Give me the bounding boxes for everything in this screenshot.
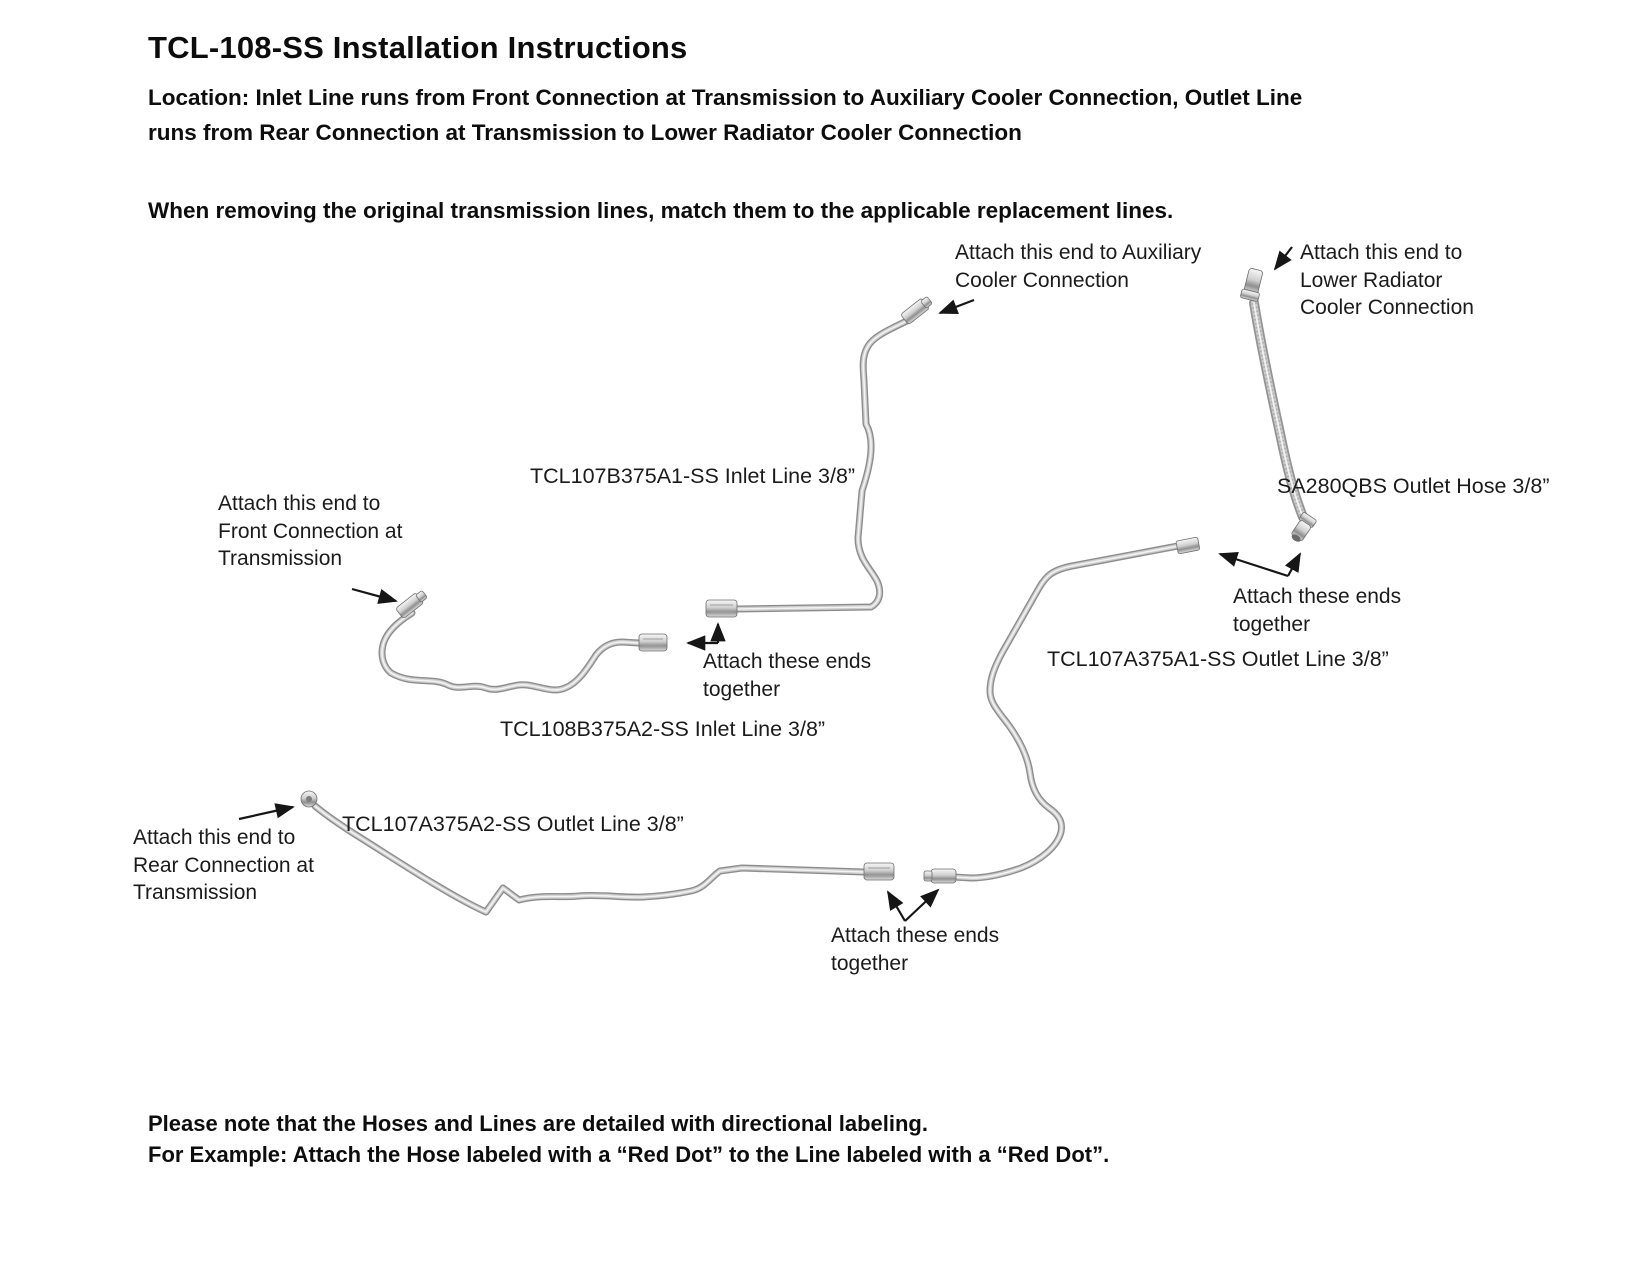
inlet-line-1-photo <box>706 295 934 617</box>
location-note-line2: runs from Rear Connection at Transmission to Lower Radiator Cooler Connection <box>148 120 1022 145</box>
callout-rear-transmission <box>133 824 314 907</box>
part-label-outlet-hose: SA280QBS Outlet Hose 3/8” <box>1277 474 1550 498</box>
outlet-line-1-bottom-fitting <box>924 869 956 883</box>
page-title: TCL-108-SS Installation Instructions <box>148 30 688 65</box>
part-label-inlet-line-2: TCL108B375A2-SS Inlet Line 3/8” <box>500 717 826 741</box>
arrow-join-hose-right <box>1288 554 1300 576</box>
callout-line: Attach these ends <box>831 924 1000 947</box>
callout-aux-cooler <box>955 239 1201 294</box>
arrow-join-outlet-left <box>888 892 905 921</box>
callout-line: together <box>703 677 781 701</box>
callout-line: Attach this end to <box>133 826 296 849</box>
callout-join-inlet-lines <box>703 648 871 703</box>
directional-labeling-note-line1: Please note that the Hoses and Lines are detailed with directional labeling. <box>148 1111 928 1136</box>
arrow-aux-cooler <box>940 300 974 313</box>
callout-join-outlet-hose <box>1233 583 1401 638</box>
callout-line: Rear Connection at <box>133 853 314 877</box>
location-note <box>148 80 1302 150</box>
arrow-join-outlet-right <box>905 890 938 921</box>
part-label-outlet-line-2: TCL107A375A2-SS Outlet Line 3/8” <box>342 812 684 836</box>
callout-line: Attach this end to <box>1300 241 1463 264</box>
callout-line: together <box>1233 612 1311 636</box>
callout-line: Attach these ends <box>703 650 872 673</box>
outlet-line-2-rear-fitting <box>301 791 317 807</box>
callout-line: Attach these ends <box>1233 585 1402 608</box>
callout-line: Front Connection at <box>218 519 403 543</box>
location-note-line1: Location: Inlet Line runs from Front Connection at Transmission to Auxiliary Cooler Connection, Outlet Line <box>148 85 1303 110</box>
arrow-join-hose-left <box>1220 554 1288 576</box>
arrow-front-transmission <box>352 589 396 601</box>
callout-line: Transmission <box>133 881 258 904</box>
inlet-line-1-top-fitting <box>900 295 933 325</box>
outlet-hose-top-fitting <box>1240 267 1265 301</box>
callout-line: Transmission <box>218 547 343 570</box>
outlet-hose-bottom-fitting <box>1287 512 1316 545</box>
arrow-rear-transmission <box>239 807 293 819</box>
directional-labeling-note <box>148 1108 1109 1170</box>
outlet-line-2-photo <box>301 791 894 912</box>
callout-front-transmission <box>218 490 402 573</box>
callout-line: Cooler Connection <box>1300 296 1474 319</box>
inlet-line-1-end-fitting <box>706 600 737 617</box>
callout-line: together <box>831 951 909 975</box>
arrow-lower-radiator <box>1275 247 1292 269</box>
callout-join-outlet-lines <box>831 922 999 977</box>
directional-labeling-note-line2: For Example: Attach the Hose labeled with a “Red Dot” to the Line labeled with a “Red Dot”. <box>148 1142 1110 1167</box>
outlet-line-1-photo <box>924 537 1200 883</box>
inlet-line-2-end-fitting <box>639 634 667 651</box>
outlet-line-2-end-fitting <box>864 863 894 880</box>
inlet-line-2-photo <box>382 589 667 690</box>
part-label-inlet-line-1: TCL107B375A1-SS Inlet Line 3/8” <box>530 464 856 488</box>
removal-note: When removing the original transmission lines, match them to the applicable replacement lines. <box>148 198 1174 223</box>
callout-line: Lower Radiator <box>1300 268 1443 292</box>
outlet-line-1-end-fitting <box>1176 537 1200 554</box>
callout-line: Cooler Connection <box>955 268 1129 292</box>
part-label-outlet-line-1: TCL107A375A1-SS Outlet Line 3/8” <box>1047 647 1389 671</box>
callout-line: Attach this end to <box>218 492 381 515</box>
callout-lower-radiator <box>1300 239 1474 322</box>
callout-line: Attach this end to Auxiliary <box>955 241 1202 264</box>
